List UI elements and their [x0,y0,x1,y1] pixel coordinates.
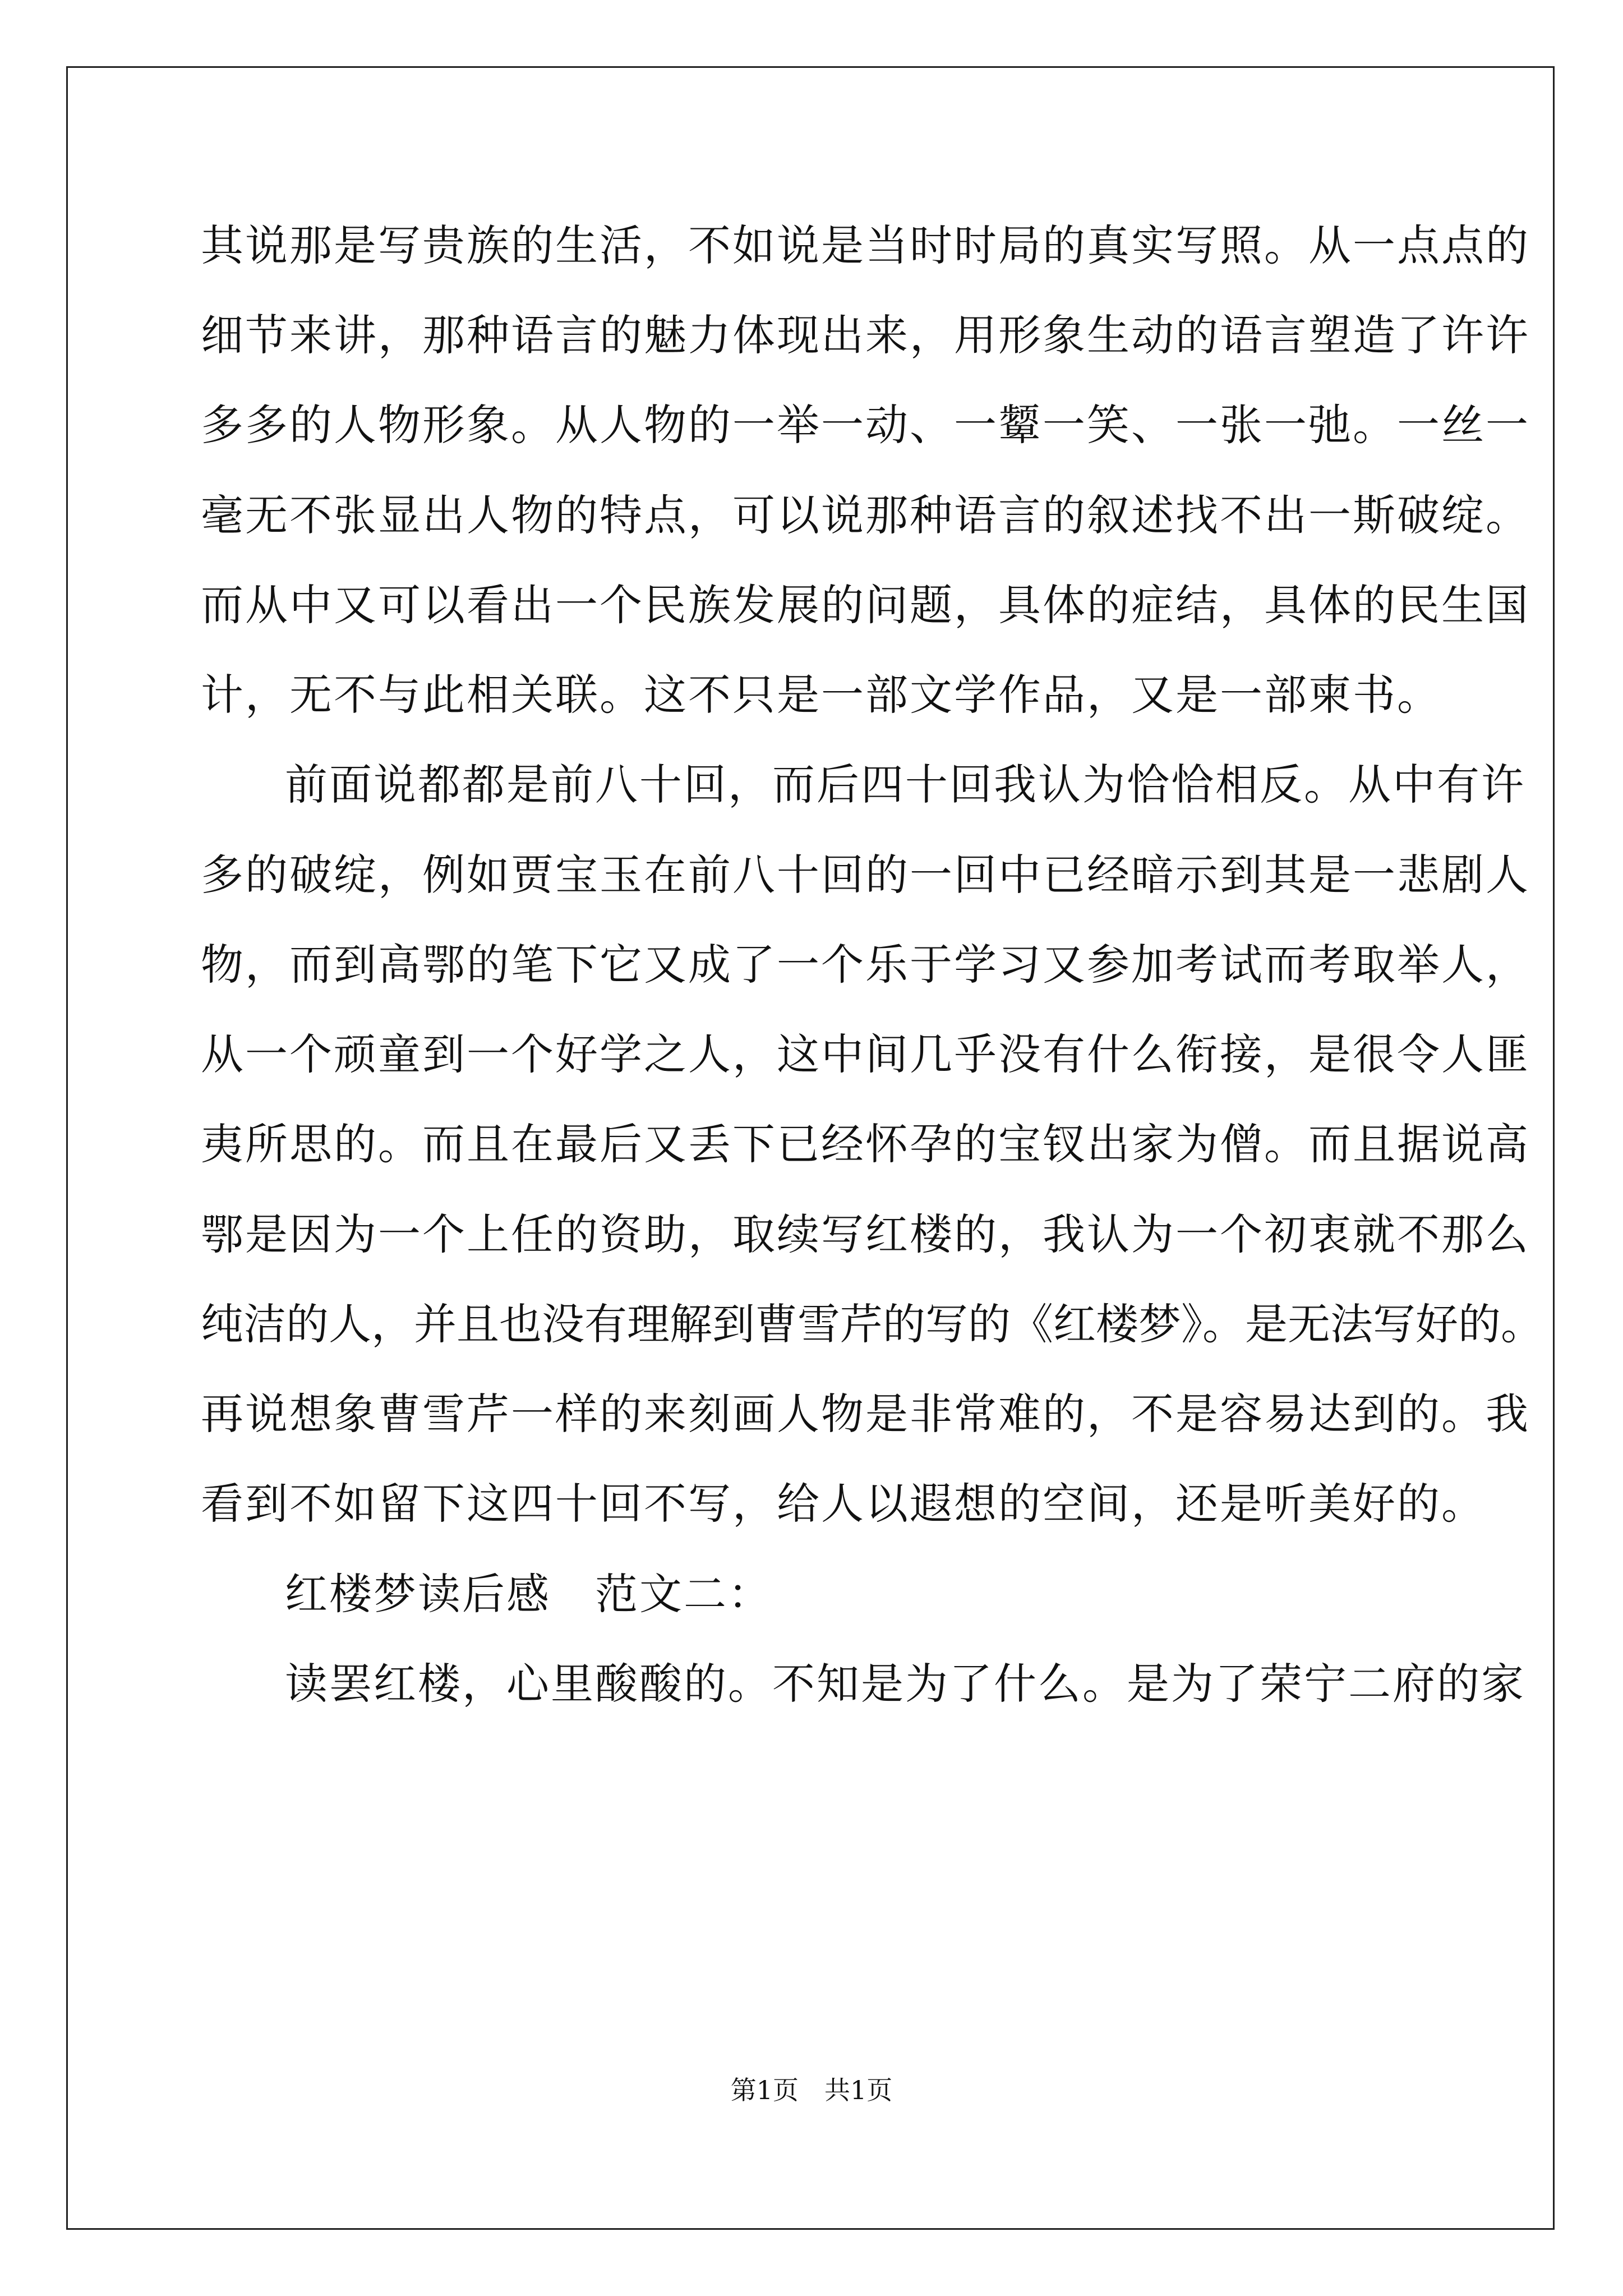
text-line: 看到不如留下这四十回不写，给人以遐想的空间，还是听美好的。 [201,1479,1486,1529]
text-line: 多多的人物形象。从人物的一举一动、一颦一笑、一张一弛。一丝一 [201,400,1530,450]
text-line: 毫无不张显出人物的特点，可以说那种语言的叙述找不出一斯破绽。 [201,490,1530,540]
text-line: 鄂是因为一个上任的资助，取续写红楼的，我认为一个初衷就不那么 [201,1209,1530,1259]
text-line: 再说想象曹雪芹一样的来刻画人物是非常难的，不是容易达到的。我 [201,1389,1530,1439]
text-line: 多的破绽，例如贾宝玉在前八十回的一回中已经暗示到其是一悲剧人 [201,850,1530,900]
text-line: 其说那是写贵族的生活，不如说是当时时局的真实写照。从一点点的 [201,220,1530,270]
text-line: 计，无不与此相关联。这不只是一部文学作品，又是一部柬书。 [201,670,1441,720]
paragraph-start-line: 前面说都都是前八十回，而后四十回我认为恰恰相反。从中有许 [285,760,1525,809]
page-footer: 第1页 共1页 [730,2075,893,2105]
text-line: 从一个顽童到一个好学之人，这中间几乎没有什么衔接，是很令人匪 [201,1029,1530,1079]
text-line: 细节来讲，那种语言的魅力体现出来，用形象生动的语言塑造了许许 [201,310,1530,360]
paragraph-start-line: 读罢红楼，心里酸酸的。不知是为了什么。是为了荣宁二府的家 [285,1659,1525,1709]
text-line: 夷所思的。而且在最后又丢下已经怀孕的宝钗出家为僧。而且据说高 [201,1119,1530,1169]
section-heading: 红楼梦读后感 范文二： [285,1569,772,1619]
text-line: 而从中又可以看出一个民族发展的问题，具体的症结，具体的民生国 [201,580,1530,630]
text-line: 纯洁的人，并且也没有理解到曹雪芹的写的《红楼梦》。是无法写好的。 [201,1299,1543,1349]
text-line: 物，而到高鄂的笔下它又成了一个乐于学习又参加考试而考取举人， [201,940,1530,990]
